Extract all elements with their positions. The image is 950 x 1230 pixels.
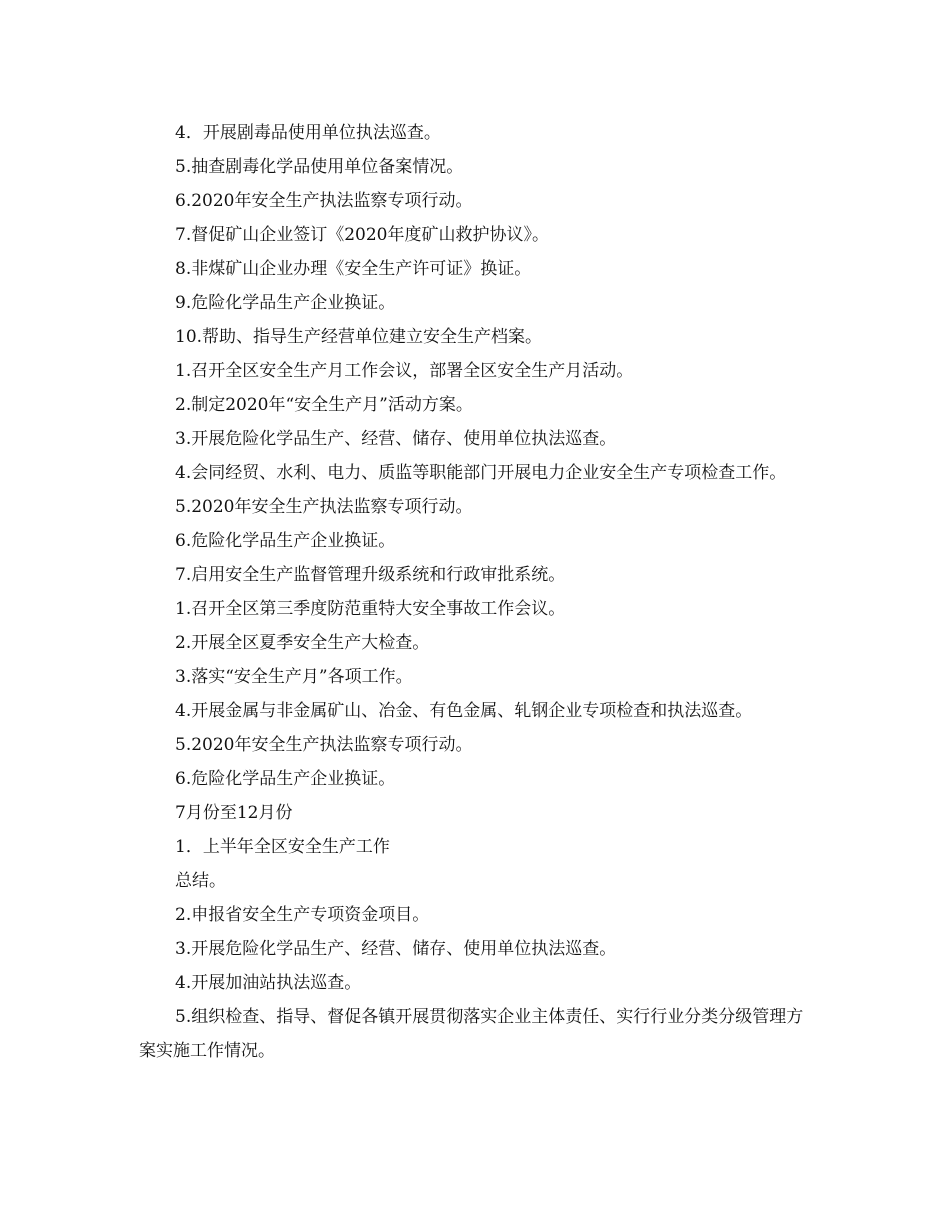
- paragraph: 2.申报省安全生产专项资金项目。: [175, 905, 430, 925]
- paragraph: 5.2020年安全生产执法监察专项行动。: [175, 497, 473, 517]
- paragraph: 4.会同经贸、水利、电力、质监等职能部门开展电力企业安全生产专项检查工作。: [175, 463, 787, 483]
- paragraph: 4．开展剧毒品使用单位执法巡查。: [175, 123, 441, 143]
- paragraph: 1．上半年全区安全生产工作: [175, 837, 390, 857]
- paragraph: 9.危险化学品生产企业换证。: [175, 293, 396, 313]
- paragraph: 5.组织检查、指导、督促各镇开展贯彻落实企业主体责任、实行行业分类分级管理方案实施工作情况。: [139, 1007, 804, 1061]
- paragraph: 6.危险化学品生产企业换证。: [175, 769, 396, 789]
- paragraph: 3.开展危险化学品生产、经营、储存、使用单位执法巡查。: [175, 429, 617, 449]
- paragraph: 7.启用安全生产监督管理升级系统和行政审批系统。: [175, 565, 566, 585]
- paragraph: 3.落实“安全生产月”各项工作。: [175, 667, 413, 687]
- paragraph: 2.制定2020年“安全生产月”活动方案。: [175, 395, 473, 415]
- paragraph: 6.2020年安全生产执法监察专项行动。: [175, 191, 473, 211]
- paragraph: 5.抽查剧毒化学品使用单位备案情况。: [175, 157, 464, 177]
- paragraph: 4.开展金属与非金属矿山、冶金、有色金属、轧钢企业专项检查和执法巡查。: [175, 701, 753, 721]
- paragraph: 1.召开全区安全生产月工作会议，部署全区安全生产月活动。: [175, 361, 634, 381]
- paragraph: 8.非煤矿山企业办理《安全生产许可证》换证。: [175, 259, 532, 279]
- paragraph: 7月份至12月份: [175, 803, 293, 823]
- paragraph: 总结。: [175, 871, 226, 891]
- document-body: [139, 116, 819, 1068]
- paragraph: 5.2020年安全生产执法监察专项行动。: [175, 735, 473, 755]
- paragraph: 6.危险化学品生产企业换证。: [175, 531, 396, 551]
- paragraph: 3.开展危险化学品生产、经营、储存、使用单位执法巡查。: [175, 939, 617, 959]
- paragraph: 2.开展全区夏季安全生产大检查。: [175, 633, 430, 653]
- paragraph: 7.督促矿山企业签订《2020年度矿山救护协议》。: [175, 225, 549, 245]
- paragraph: 1.召开全区第三季度防范重特大安全事故工作会议。: [175, 599, 566, 619]
- paragraph: 4.开展加油站执法巡查。: [175, 973, 362, 993]
- paragraph: 10.帮助、指导生产经营单位建立安全生产档案。: [175, 327, 543, 347]
